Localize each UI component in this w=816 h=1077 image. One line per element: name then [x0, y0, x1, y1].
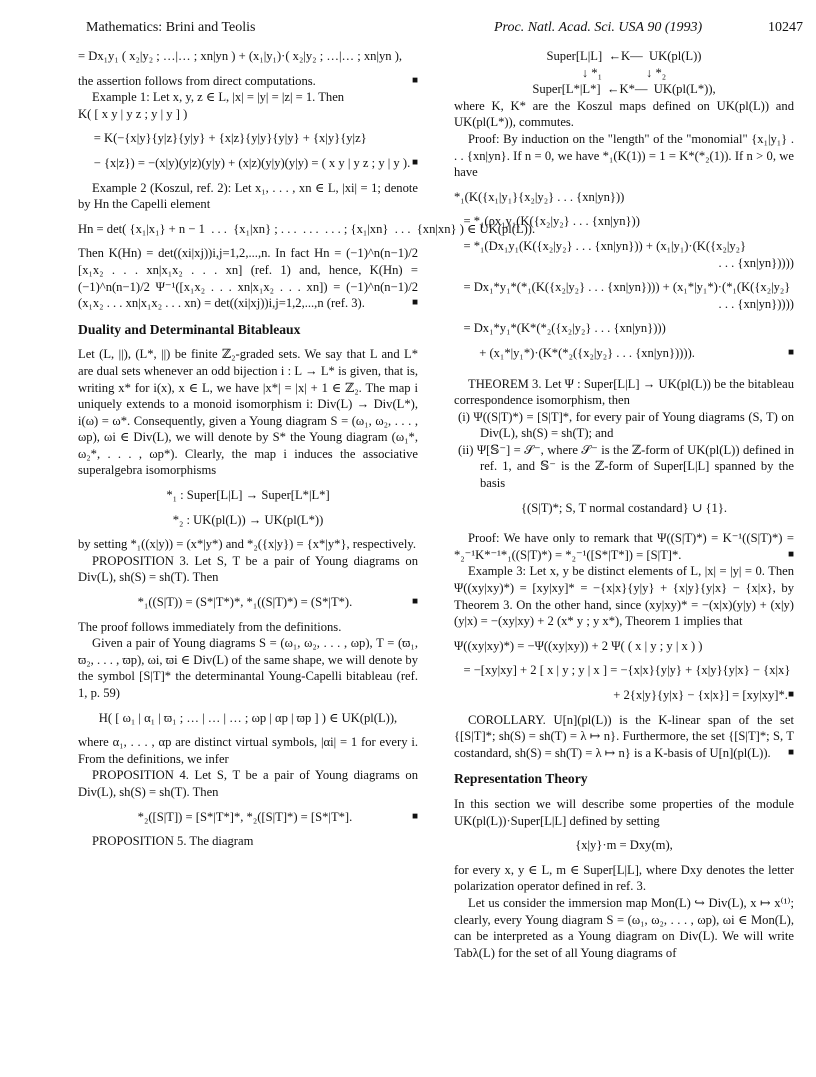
spacer — [78, 504, 418, 512]
equation: . . . {xn|yn})))) — [718, 296, 794, 311]
section-heading: Duality and Determinantal Bitableaux — [78, 321, 301, 337]
paragraph: PROPOSITION 4. Let S, T be a pair of Young diagrams on Div(L), sh(S) = sh(T). Then — [78, 768, 418, 799]
equation: + (x₁*|y₁*)·(K*(*₂({x₂|y₂} . . . {xn|yn})))). ■ — [454, 345, 794, 362]
spacer — [78, 213, 418, 221]
equation: . . . {xn|yn})))) — [718, 255, 794, 270]
spacer — [78, 586, 418, 594]
spacer — [78, 65, 418, 73]
paragraph: where α₁, . . . , αp are distinct virtual symbols, |αi| = 1 for every i. From the definitions, we infer — [78, 735, 418, 766]
equation: H( [ ω₁ | α₁ | ϖ₁ ; … | … | … ; ωp | αp | ϖp ] ) ∈ UK(pl(L)), — [98, 710, 398, 725]
spacer — [78, 122, 418, 130]
paragraph: for every x, y ∈ L, m ∈ Super[L|L], where Dxy denotes the letter polarization operator defined in ref. 3. — [454, 862, 794, 894]
equation: = Dx₁*y₁*(*₁(K({x₂|y₂} . . . {xn|yn}))) + (x₁*|y₁*)·(*₁(K({x₂|y₂} — [454, 280, 791, 295]
equation: = Dx₁*y₁*(K*(*₂({x₂|y₂} . . . {xn|yn}))) — [454, 321, 666, 336]
spacer — [454, 854, 794, 862]
spacer — [454, 312, 794, 320]
paragraph: In this section we will describe some properties of the module UK(pl(L))·Super[L|L] defined by setting — [454, 796, 794, 828]
spacer — [454, 829, 794, 837]
spacer — [78, 528, 418, 536]
spacer — [454, 679, 794, 687]
paragraph: PROPOSITION 5. The diagram — [92, 834, 254, 849]
paragraph: Proof: We have only to remark that Ψ((S|T)*) = K⁻¹((S|T)*) = *₂⁻¹K*⁻¹*₁((S|T)*) = *₂⁻¹([S*|T*]) = [S|T]*. ■ — [454, 530, 794, 563]
spacer — [454, 362, 794, 376]
paragraph: Example 2 (Koszul, ref. 2): Let x₁, . . . , xn ∈ L, |xi| = 1; denote by Hn the Capelli element — [78, 180, 418, 212]
equation: {x|y}·m = Dxy(m), — [575, 838, 673, 853]
equation: = *₁(ρx₁y₁(K({x₂|y₂} . . . {xn|yn})) — [454, 214, 640, 229]
spacer — [78, 801, 418, 809]
spacer — [78, 237, 418, 245]
spacer — [454, 654, 794, 662]
spacer — [454, 181, 794, 189]
equation: *₁(K({x₁|y₁}{x₂|y₂} . . . {xn|yn})) — [454, 189, 625, 204]
equation: {(S|T)*; S, T normal costandard} ∪ {1}. — [520, 500, 728, 515]
section-heading: Representation Theory — [454, 771, 588, 787]
equation: = K(−{x|y}{y|z}{y|y} + {x|z}{y|y}{y|y} + {x|y}{y|z} — [78, 131, 367, 146]
equation: − {x|z}) = −(x|y)(y|z)(y|y) + (x|z)(y|y)(y|y) = ( x y | y z ; y | y ). ■ — [78, 155, 418, 172]
paragraph: PROPOSITION 3. Let S, T be a pair of Young diagrams on Div(L), sh(S) = sh(T). Then — [78, 553, 418, 585]
spacer — [78, 479, 418, 487]
spacer — [78, 702, 418, 710]
paragraph: Example 3: Let x, y be distinct elements of L, |x| = |y| = 0. Then Ψ((xy|xy)*) = [xy|xy]* = −{x|x}{y|y} + {x|y}{y|x} − {x|x}, by Theorem 3. On the other hand, since (xy|xy)* = −(x|x)(y|y) + (x|y)(y|x) = −(xy|xy) + 2 (x* y ; y x*), Theorem 1 implies that — [454, 564, 794, 629]
list-item: (ii) Ψ[𝕊⁻] = 𝒮⁻, where 𝒮⁻ is the ℤ-form of UK(pl(L)) defined in ref. 1, and 𝕊⁻ is the ℤ-form of Super[L|L] spanned by the basis — [458, 442, 794, 491]
equation: *₁ : Super[L|L] → Super[L*|L*] — [166, 488, 330, 503]
spacer — [454, 492, 794, 500]
spacer — [454, 516, 794, 530]
equation: ↓ *₁ ↓ *₂ — [581, 65, 667, 80]
equation: = −[xy|xy] + 2 [ x | y ; y | x ] = −{x|x}{y|y} + {x|y}{y|x} − {x|x} — [454, 663, 791, 678]
paragraph: Then K(Hn) = det((xi|xj))i,j=1,2,...,n. In fact Hn = (−1)^n(n−1)/2 [x₁x₂ . . . xn|x₁x₂ . . . xn] (ref. 1) and, hence, K(Hn) = (−1)^n(n−1)/2 Ψ⁻¹([x₁x₂ . . . xn|x₁x₂ . . . xn]) = (−1)^n(n−1)/2 (x₁x₂ . . . xn|x₁x₂ . . . xn) = det((xi|xj))i,j=1,2,...,n (ref. 3). ■ — [78, 245, 418, 311]
spacer — [78, 726, 418, 734]
spacer — [454, 230, 794, 238]
equation: K( [ x y | y z ; y | y ] ) — [78, 106, 188, 121]
spacer — [454, 704, 794, 712]
spacer — [454, 630, 794, 638]
paragraph: Proof: By induction on the "length" of the "monomial" {x₁|y₁} . . . {xn|yn}. If n = 0, we have *₁(K(1)) = 1 = K*(*₂(1)). If n > 0, we have — [454, 131, 794, 180]
spacer — [78, 825, 418, 833]
running-head-authors: Mathematics: Brini and Teolis — [86, 20, 256, 35]
equation: + 2{x|y}{y|x} − {x|x}] = [xy|xy]*. ■ — [454, 687, 794, 704]
equation: = Dx₁y₁ ( x₂|y₂ ; …|… ; xn|yn ) + (x₁|y₁)·( x₂|y₂ ; …|… ; xn|yn ), — [78, 49, 403, 63]
spacer — [78, 611, 418, 619]
paragraph: The proof follows immediately from the definitions. — [78, 619, 342, 634]
equation: *₁((S|T)) = (S*|T*)*, *₁((S|T)*) = (S*|T*). ■ — [78, 594, 418, 611]
paragraph: Example 1: Let x, y, z ∈ L, |x| = |y| = |z| = 1. Then — [92, 90, 345, 105]
spacer — [454, 271, 794, 279]
paragraph: Given a pair of Young diagrams S = (ω₁, ω₂, . . . , ωp), T = (ϖ₁, ϖ₂, . . . , ϖp), ωi, ϖi ∈ Div(L) of the same shape, we will denote by the symbol [S|T]* the determinantal Young-Capelli bitableau (ref. 1, p. 59) — [78, 636, 418, 700]
spacer — [78, 172, 418, 180]
equation: *₂ : UK(pl(L)) → UK(pl(L*)) — [172, 512, 324, 527]
paragraph: where K, K* are the Koszul maps defined on UK(pl(L)) and UK(pl(L*)), commutes. — [454, 98, 794, 130]
list-item: (i) Ψ((S|T)*) = [S|T]*, for every pair of Young diagrams (S, T) on Div(L), sh(S) = sh(T); and — [458, 409, 794, 441]
equation: Super[L*|L*] ←K*— UK(pl(L*)), — [532, 82, 716, 97]
paragraph: Let (L, ||), (L*, ||) be finite ℤ₂-graded sets. We say that L and L* are dual sets whenever an odd bijection i : L → L* is given, that is, writing x* for i(x), x ∈ L, we have |x*| = |x| + 1 ∈ ℤ₂. The map i uniquely extends to a monoid isomorphism i: Div(L) → Div(L*), i(ω) = ω*. Consequently, given a Young diagram S = (ω₁, ω₂, . . . , ωp), ωi ∈ Div(L), we will denote by S* the Young diagram (ω₁*, ω₂*, . . . , ωp*). Clearly, the map i induces the associative superalgebra isomorphisms — [78, 347, 418, 478]
equation: Ψ((xy|xy)*) = −Ψ((xy|xy)) + 2 Ψ( ( x | y ; y | x ) ) — [454, 638, 703, 653]
spacer — [78, 147, 418, 155]
paragraph: the assertion follows from direct computations. ■ — [78, 73, 418, 90]
paragraph: COROLLARY. U[n](pl(L)) is the K-linear span of the set {[S|T]*; sh(S) = sh(T) = λ ↦ n}. Furthermore, the set {[S|T]*; S, T costandard, sh(S) = sh(T) = λ ↦ n} is a K-basis of U[n](pl(L)). ■ — [454, 712, 794, 762]
right-column — [454, 48, 794, 961]
paragraph: THEOREM 3. Let Ψ : Super[L|L] → UK(pl(L)) be the bitableau correspondence isomorphism, then — [454, 376, 794, 408]
spacer — [454, 337, 794, 345]
running-head-journal: Proc. Natl. Acad. Sci. USA 90 (1993) — [494, 20, 703, 35]
paragraph: Let us consider the immersion map Mon(L) ↪ Div(L), x ↦ x⁽¹⁾; clearly, every Young diagram S = (ω₁, ω₂, . . . , ωp), ωi ∈ Mon(L), can be interpreted as a Young diagram on Div(L). We will write Tabλ(L) for the set of all Young diagrams of — [454, 895, 794, 960]
page-number: 10247 — [768, 20, 803, 35]
paragraph: by setting *₁((x|y)) = (x*|y*) and *₂({x|y}) = {x*|y*}, respectively. — [78, 537, 416, 552]
spacer — [454, 205, 794, 213]
equation: Hn = det( {x₁|x₁} + n − 1 . . . {x₁|xn} ; . . . . . . . . . ; {x₁|xn} . . . {xn|xn} ) ∈ UK(pl(L)). — [78, 221, 536, 236]
equation: *₂([S|T]) = [S*|T*]*, *₂([S|T]*) = [S*|T*]. ■ — [78, 809, 418, 826]
equation: Super[L|L] ←K— UK(pl(L)) — [546, 49, 702, 63]
equation: = *₁(Dx₁y₁(K({x₂|y₂} . . . {xn|yn})) + (x₁|y₁)·(K({x₂|y₂} — [454, 238, 747, 253]
